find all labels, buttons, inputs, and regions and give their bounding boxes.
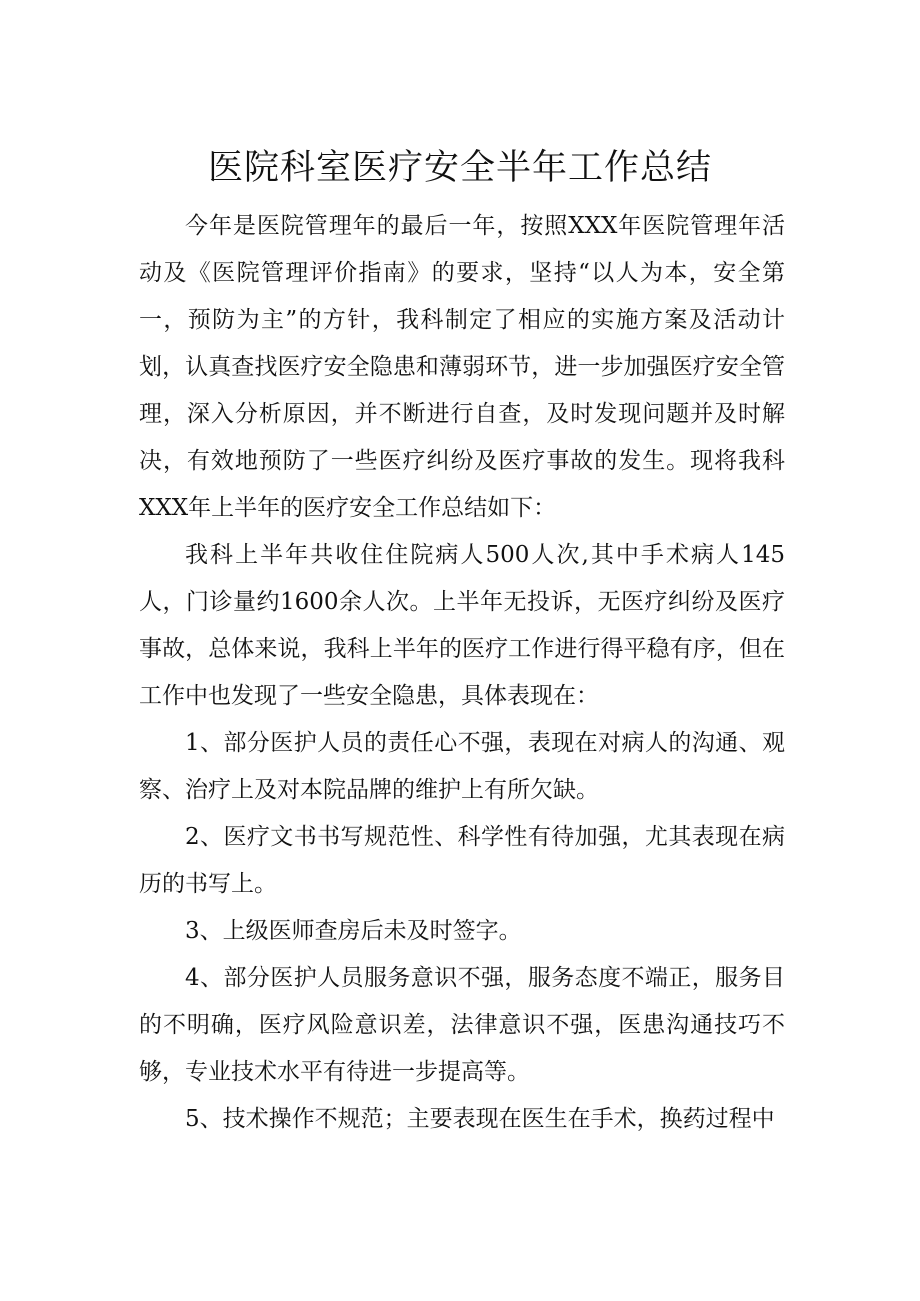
document-body xyxy=(139,203,785,1143)
document-title: 医院科室医疗安全半年工作总结 xyxy=(207,148,712,188)
paragraph-issue-4: 4、部分医护人员服务意识不强，服务态度不端正，服务目的不明确，医疗风险意识差，法律意识不强，医患沟通技巧不够，专业技术水平有待进一步提高等。 xyxy=(139,965,785,1085)
paragraph-issue-2: 2、医疗文书书写规范性、科学性有待加强，尤其表现在病历的书写上。 xyxy=(139,824,785,897)
paragraph-intro: 今年是医院管理年的最后一年，按照XXX年医院管理年活动及《医院管理评价指南》的要求，坚持“以人为本，安全第一，预防为主”的方针，我科制定了相应的实施方案及活动计划，认真查找医疗安全隐患和薄弱环节，进一步加强医疗安全管理，深入分析原因，并不断进行自查，及时发现问题并及时解决，有效地预防了一些医疗纠纷及医疗事故的发生。现将我科XXX年上半年的医疗安全工作总结如下： xyxy=(139,213,785,521)
paragraph-issue-3: 3、上级医师查房后未及时签字。 xyxy=(185,918,522,944)
paragraph-summary: 我科上半年共收住住院病人500人次,其中手术病人145人，门诊量约1600余人次。上半年无投诉，无医疗纠纷及医疗事故，总体来说，我科上半年的医疗工作进行得平稳有序，但在工作中也发现了一些安全隐患，具体表现在： xyxy=(139,542,785,709)
paragraph-issue-1: 1、部分医护人员的责任心不强，表现在对病人的沟通、观察、治疗上及对本院品牌的维护上有所欠缺。 xyxy=(139,730,785,803)
paragraph-issue-5: 5、技术操作不规范；主要表现在医生在手术，换药过程中 xyxy=(185,1106,775,1132)
